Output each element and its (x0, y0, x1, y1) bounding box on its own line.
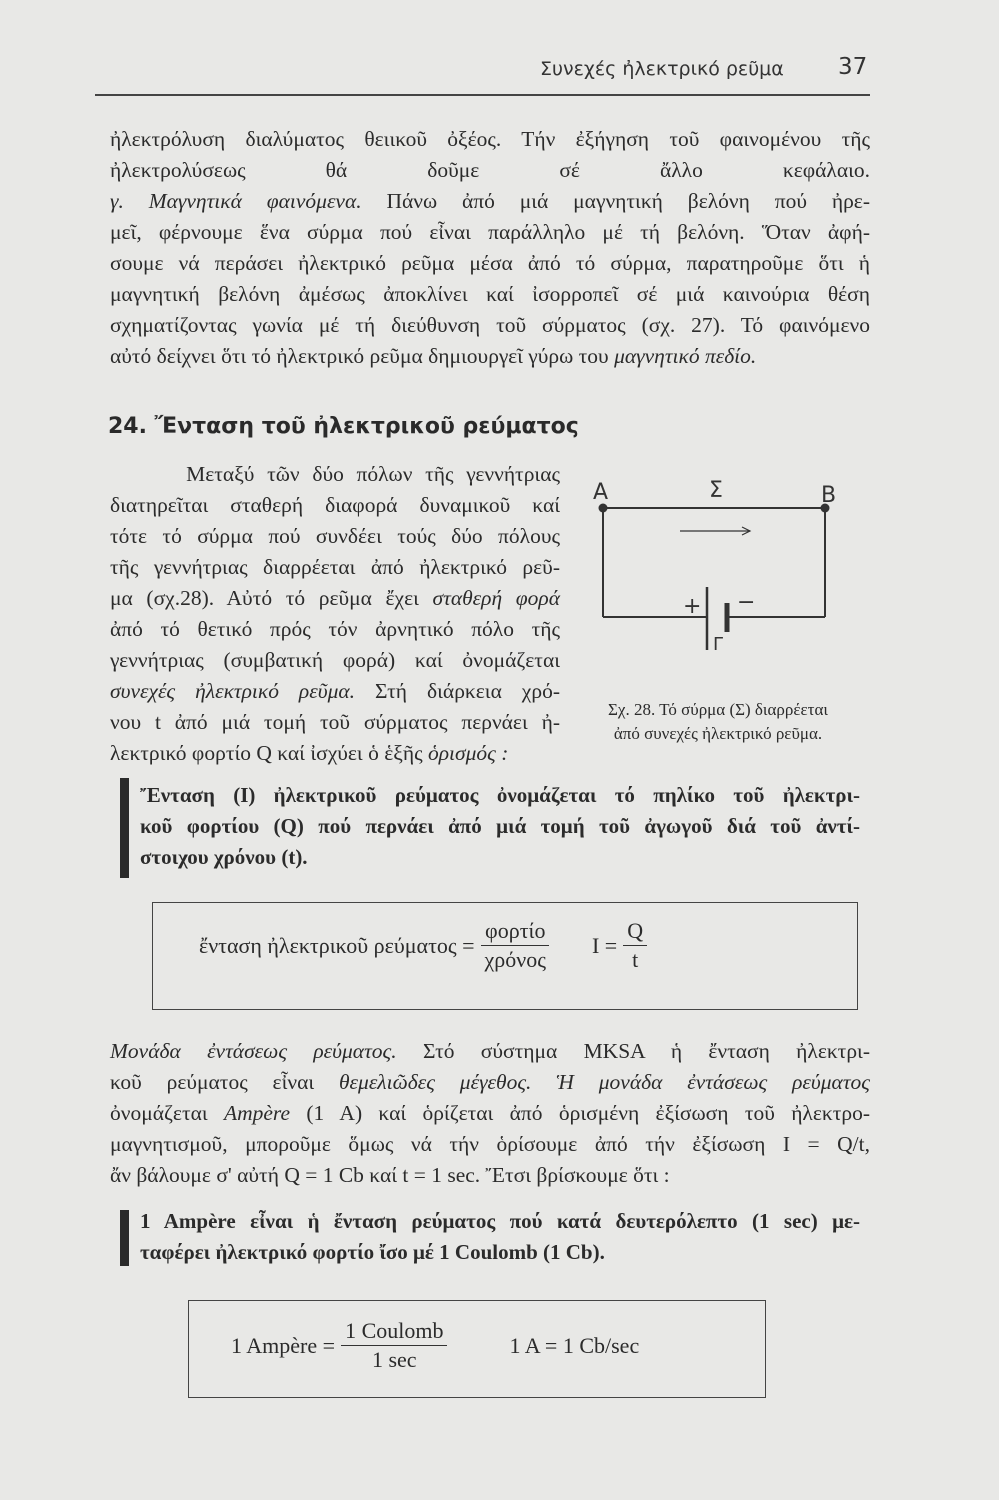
italic-text: ὁρισμός : (427, 741, 509, 765)
caption-line: ἀπό συνεχές ἠλεκτρικό ρεῦμα. (613, 724, 823, 743)
text: γεννήτριας (συμβατική φορά) καί ὀνομάζεται (110, 648, 560, 672)
current-paragraph (110, 459, 560, 769)
text-line (110, 1067, 870, 1098)
text-line (110, 552, 560, 583)
text: Ἔνταση (Ι) ἠλεκτρικοῦ ρεύματος ὀνομάζεται τό πηλίκο τοῦ ἠλεκτρι- (140, 783, 860, 807)
definition-ampere (140, 1206, 860, 1268)
circuit-figure (585, 475, 845, 675)
text: διατηρεῖται σταθερή διαφορά δυναμικοῦ καί (110, 493, 560, 517)
text: μαγνητική βελόνη ἀμέσως ἀποκλίνει καί ἰσορροπεῖ σέ μιά καινούρια θέση (110, 282, 870, 306)
italic-text: συνεχές ἠλεκτρικό ρεῦμα. (110, 679, 356, 703)
caption-line: Σχ. 28. Τό σύρμα (Σ) διαρρέεται (608, 700, 828, 719)
text: νου t ἀπό μιά τομή τοῦ σύρματος περνάει ἠ- (110, 710, 560, 734)
numerator: 1 Coulomb (341, 1317, 447, 1346)
italic-text: Ampère (223, 1101, 291, 1125)
formula-rhs: 1 A = 1 Cb/sec (509, 1332, 640, 1358)
text: ἄν βάλουμε σ' αὐτή Q = 1 Cb καί t = 1 sec. Ἔτσι βρίσκουμε ὅτι : (110, 1163, 670, 1187)
label-source: Γ (713, 634, 724, 655)
fraction (341, 1317, 447, 1374)
text-line (110, 310, 870, 341)
text-line (140, 1237, 860, 1268)
text-line (110, 676, 560, 707)
text-line (140, 1206, 860, 1237)
formula-lhs: ἔνταση ἠλεκτρικοῦ ρεύματος = (199, 932, 475, 958)
definition-bar (120, 1210, 129, 1266)
label-minus: − (737, 590, 756, 615)
text-line (110, 248, 870, 279)
page-number: 37 (838, 54, 868, 80)
text: στοιχου χρόνου (t). (140, 845, 308, 869)
italic-text: σταθερή φορά (432, 586, 560, 610)
italic-text: Μονάδα ἐντάσεως ρεύματος. (110, 1039, 397, 1063)
text-line (110, 1098, 870, 1129)
text: αὐτό δείχνει ὅτι τό ἠλεκτρικό ρεῦμα δημιουργεῖ γύρω του (110, 344, 615, 368)
text: 1 Ampère εἶναι ἡ ἔνταση ρεύματος πού κατά δευτερόλεπτο (1 sec) με- (140, 1209, 860, 1233)
denominator: χρόνος (484, 947, 546, 972)
header-rule (95, 94, 870, 96)
numerator: Q (623, 917, 647, 946)
text: ταφέρει ἠλεκτρικό φορτίο ἴσο μέ 1 Coulomb (1 Cb). (140, 1240, 605, 1264)
text: τῆς γεννήτριας διαρρέεται ἀπό ἠλεκτρικό ρεῦ- (110, 555, 560, 579)
text-line (110, 155, 870, 186)
italic-text: μαγνητικό πεδίο. (614, 344, 757, 368)
text-line (110, 490, 560, 521)
text: σουμε νά περάσει ἠλεκτρικό ρεῦμα μέσα ἀπό τό σύρμα, παρατηροῦμε ὅτι ἡ (110, 251, 870, 275)
text-line (110, 645, 560, 676)
label-wire: Σ (709, 478, 723, 503)
italic-text: γ. Μαγνητικά φαινόμενα. (110, 189, 362, 213)
label-b: B (821, 483, 837, 508)
numerator: φορτίο (481, 917, 549, 946)
formula-box-current (152, 902, 858, 1010)
label-a: A (593, 480, 609, 505)
figure-caption (568, 698, 868, 746)
text: κοῦ φορτίου (Q) πού περνάει ἀπό μιά τομή τοῦ ἀγωγοῦ διά τοῦ ἀντί- (140, 814, 860, 838)
italic-text: θεμελιῶδες μέγεθος. Ἡ μονάδα ἐντάσεως ρεύματος (339, 1070, 870, 1094)
text-line (110, 521, 560, 552)
text-line (140, 811, 860, 842)
text: Στή διάρκεια χρό- (355, 679, 560, 703)
text-line (140, 780, 860, 811)
fraction (481, 917, 550, 974)
running-header: Συνεχές ἠλεκτρικό ρεῦμα (540, 58, 784, 80)
text: μα (σχ.28). Αὐτό τό ρεῦμα ἔχει (110, 586, 433, 610)
text-line (110, 124, 870, 155)
text-line (110, 217, 870, 248)
text: ἠλεκτρολύσεως θά δοῦμε σέ ἄλλο κεφάλαιο. (110, 158, 870, 182)
text-line (110, 707, 560, 738)
text: σχηματίζοντας γωνία μέ τή διεύθυνση τοῦ σύρματος (σχ. 27). Τό φαινόμενο (110, 313, 870, 337)
denominator: t (632, 947, 639, 972)
text-line (110, 1036, 870, 1067)
text: μεῖ, φέρνουμε ἕνα σύρμα πού εἶναι παράλληλο μέ τή βελόνη. Ὅταν ἀφή- (110, 220, 870, 244)
text-line (110, 459, 560, 490)
text-line (110, 186, 870, 217)
section-heading: 24. Ἔνταση τοῦ ἠλεκτρικοῦ ρεύματος (108, 414, 579, 439)
text: Μεταξύ τῶν δύο πόλων τῆς γεννήτριας (110, 462, 560, 486)
formula-box-ampere (188, 1300, 766, 1398)
definition-bar (120, 778, 129, 878)
text-line (110, 1160, 870, 1191)
definition-current (140, 780, 860, 873)
text: μαγνητισμοῦ, μποροῦμε ὅμως νά τήν ὁρίσουμε ἀπό τήν ἐξίσωση I = Q/t, (110, 1132, 870, 1156)
text: λεκτρικό φορτίο Q καί ἰσχύει ὁ ἑξῆς (110, 741, 428, 765)
text-line (140, 842, 860, 873)
text-line (110, 1129, 870, 1160)
formula-lhs: 1 Ampère = (231, 1332, 336, 1358)
intro-paragraph (110, 124, 870, 372)
text: κοῦ ρεύματος εἶναι (110, 1070, 339, 1094)
text: (1 A) καί ὁρίζεται ἀπό ὁρισμένη ἐξίσωση τοῦ ἠλεκτρο- (290, 1101, 871, 1125)
text: Στό σύστημα MKSA ἡ ἔνταση ἠλεκτρι- (396, 1039, 870, 1063)
label-plus: + (683, 594, 702, 619)
denominator: 1 sec (371, 1347, 417, 1372)
text: ἠλεκτρόλυση διαλύματος θειικοῦ ὀξέος. Τήν ἐξήγηση τοῦ φαινομένου τῆς (110, 127, 870, 151)
text-line (110, 341, 870, 372)
fraction (623, 917, 647, 974)
text-line (110, 279, 870, 310)
text-line (110, 583, 560, 614)
text: τότε τό σύρμα πού συνδέει τούς δύο πόλους (110, 524, 560, 548)
text: ὀνομάζεται (110, 1101, 224, 1125)
text: ἀπό τό θετικό πρός τόν ἀρνητικό πόλο τῆς (110, 617, 560, 641)
text: Πάνω ἀπό μιά μαγνητική βελόνη πού ἠρε- (361, 189, 870, 213)
text-line (110, 614, 560, 645)
formula-lhs-symbolic: I = (591, 932, 618, 958)
text-line (110, 738, 560, 769)
unit-paragraph (110, 1036, 870, 1191)
